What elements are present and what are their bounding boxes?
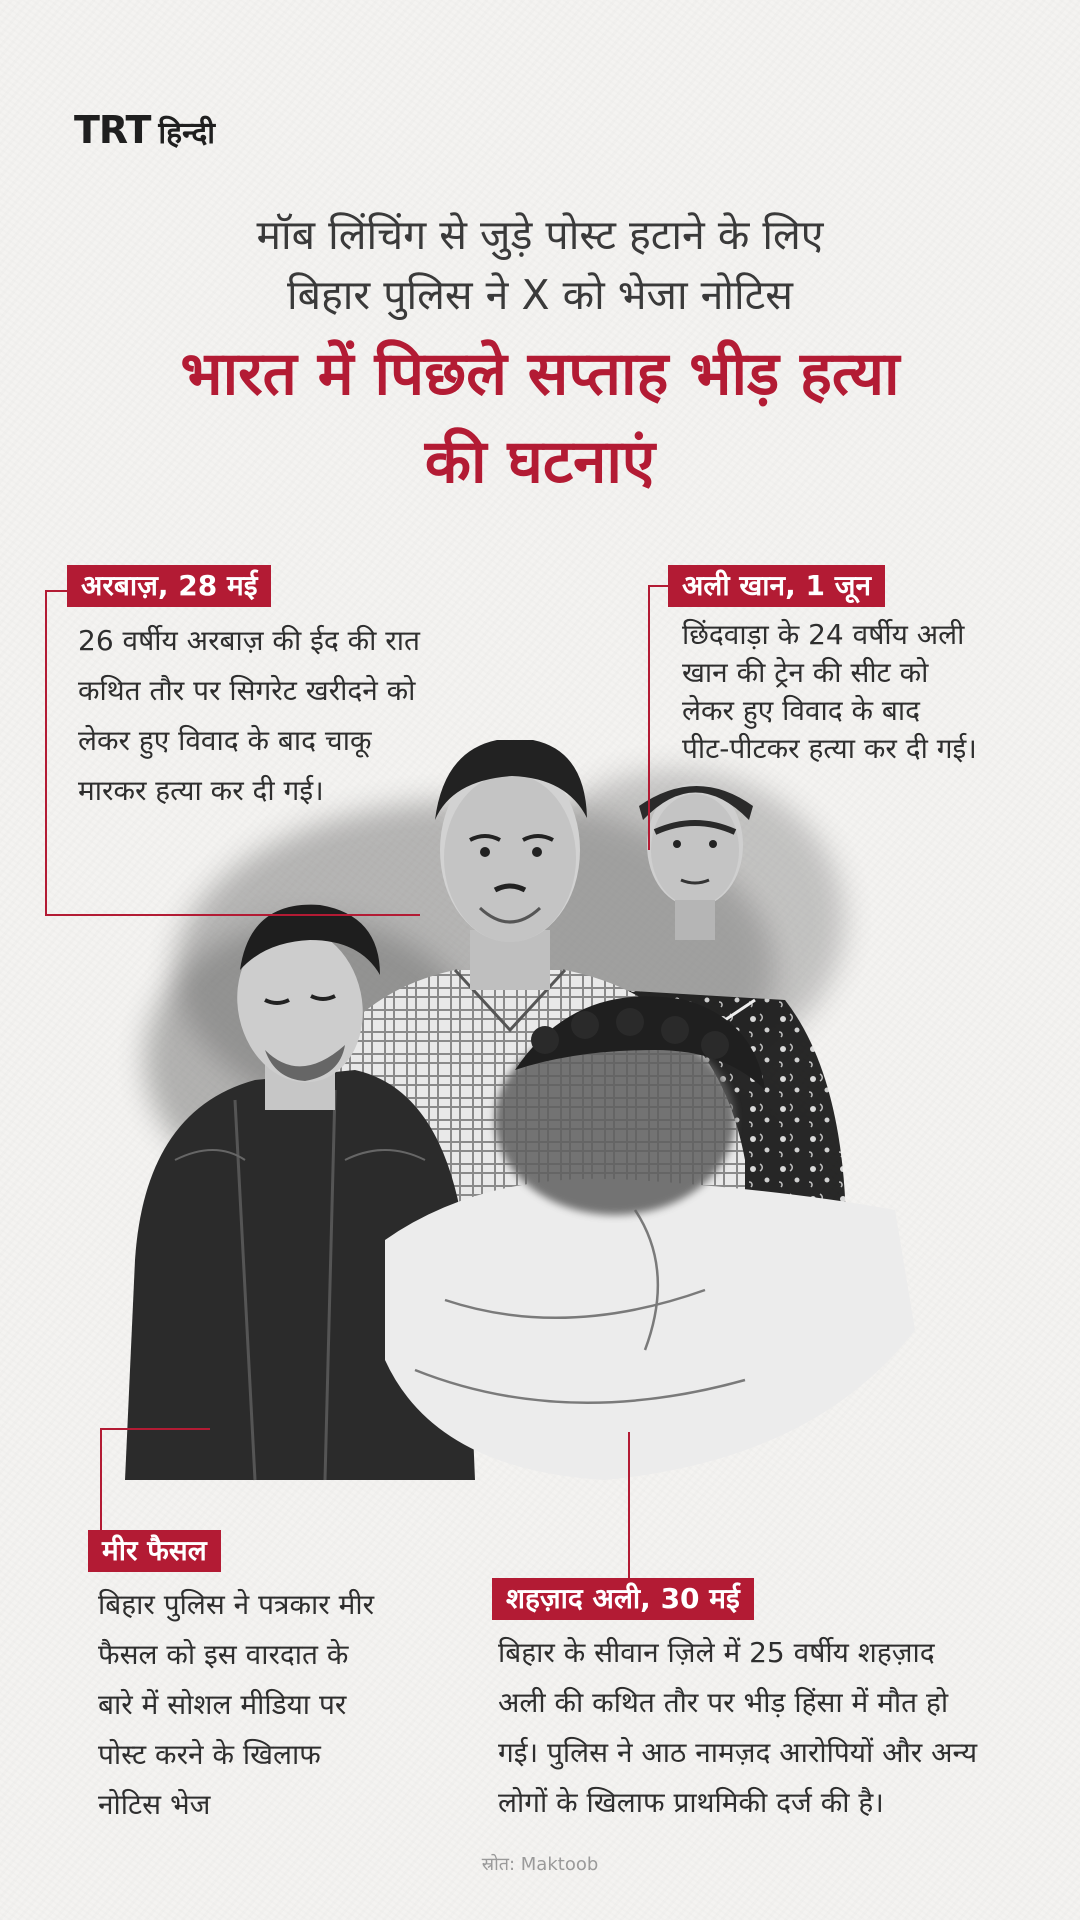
desc-ali-khan: छिंदवाड़ा के 24 वर्षीय अली खान की ट्रेन की सीट को लेकर हुए विवाद के बाद पीट-पीटकर हत्या कर दी गई।	[682, 618, 977, 765]
trt-hindi-logo	[74, 108, 215, 152]
headline-line-1: भारत में पिछले सप्ताह भीड़ हत्या	[180, 339, 900, 409]
desc-mir-faisal: बिहार पुलिस ने पत्रकार मीर फैसल को इस वारदात के बारे में सोशल मीडिया पर पोस्ट करने के खिलाफ नोटिस भेज	[98, 1588, 375, 1821]
desc-shahzad: बिहार के सीवान ज़िले में 25 वर्षीय शहज़ाद अली की कथित तौर पर भीड़ हिंसा में मौत हो गई। पुलिस ने आठ नामज़द आरोपियों और अन्य लोगों के खिलाफ प्राथमिकी दर्ज की है।	[498, 1636, 978, 1819]
source-credit: स्रोत: Maktoob	[481, 1854, 599, 1875]
tag-shahzad: शहज़ाद अली, 30 मई	[492, 1578, 754, 1620]
portraits-illustration	[115, 740, 945, 1540]
connector-arbaaz-top	[45, 590, 67, 592]
connector-arbaaz-v	[45, 590, 47, 916]
tag-ali-khan: अली खान, 1 जून	[668, 565, 885, 607]
headline	[60, 330, 1020, 506]
connector-shahzad-v	[628, 1432, 630, 1582]
logo-language: हिन्दी	[158, 116, 216, 151]
connector-mirfaisal-h	[100, 1428, 210, 1430]
subtitle-line-2: बिहार पुलिस ने X को भेजा नोटिस	[287, 271, 793, 319]
subtitle-line-1: मॉब लिंचिंग से जुड़े पोस्ट हटाने के लिए	[256, 211, 824, 259]
tag-arbaaz: अरबाज़, 28 मई	[67, 565, 271, 607]
desc-arbaaz: 26 वर्षीय अरबाज़ की ईद की रात कथित तौर पर सिगरेट खरीदने को लेकर हुए विवाद के बाद चाकू मारकर हत्या कर दी गई।	[78, 624, 420, 807]
subtitle	[0, 205, 1080, 325]
connector-alikhan-v	[648, 585, 650, 850]
logo-brand: TRT	[74, 108, 151, 152]
tag-mir-faisal: मीर फैसल	[88, 1530, 221, 1572]
connector-alikhan-top	[648, 585, 670, 587]
connector-arbaaz-h	[45, 914, 420, 916]
headline-line-2: की घटनाएं	[424, 427, 656, 497]
connector-mirfaisal-v	[100, 1428, 102, 1538]
